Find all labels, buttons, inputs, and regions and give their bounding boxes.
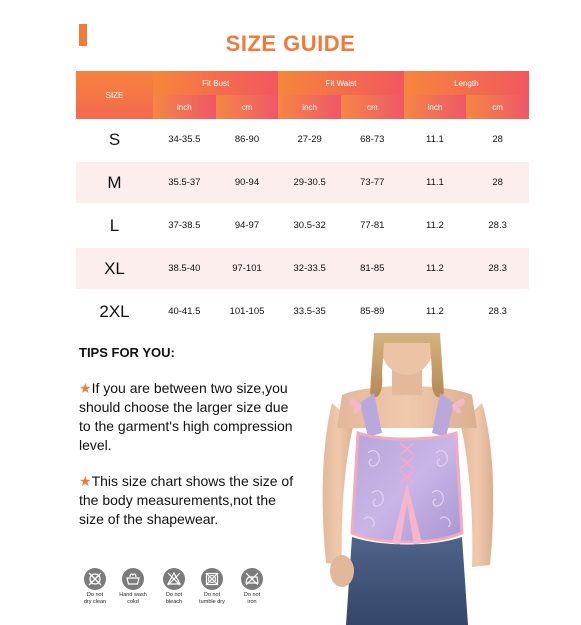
table-cell: 94-97 [234,220,260,231]
table-cell: 85-89 [360,306,385,317]
tip-2 [79,472,294,529]
table-cell: 101-105 [229,306,265,317]
table-cell: 68-73 [360,134,385,145]
care-label: bleach [165,598,183,605]
table-cell: 97-101 [216,247,279,290]
model-photo [312,333,502,625]
care-no-bleach [157,568,191,605]
no-bleach-icon [163,568,185,590]
table-cell: 34-35.5 [168,134,201,145]
table-cell: 73-77 [341,161,404,204]
fit-waist-header: Fit Waist [278,71,403,95]
no-dry-clean-icon [84,568,106,590]
table-cell: 28.3 [488,306,507,317]
table-cell: 11.2 [404,247,467,290]
table-cell: 81-85 [341,247,404,290]
no-tumble-dry-icon [201,568,223,590]
care-no-dry-clean [78,568,112,605]
table-cell: 29-30.5 [278,161,341,204]
tip-2-text: This size chart shows the size of the body measurements,not the size of the shapewear. [79,473,294,527]
table-cell: 11.1 [426,134,444,145]
table-cell: 38.5-40 [153,247,216,290]
size-cell: 2XL [99,301,130,321]
table-cell: 86-90 [234,134,260,145]
table-cell: 33.5-35 [293,306,326,317]
size-cell: S [108,129,121,149]
care-label: cokd [127,598,139,605]
unit-header: inch [404,95,467,119]
size-table [76,71,529,332]
hand-wash-icon [122,568,144,590]
table-row [76,290,529,332]
table-cell: 28 [492,134,503,145]
unit-header: cm [216,95,279,119]
table-cell: 77-81 [360,220,385,231]
care-label: Do not [86,592,104,598]
care-label: Do not [165,592,183,598]
care-hand-wash [116,568,150,605]
care-no-iron [235,568,269,605]
table-row [76,161,529,204]
unit-header: inch [278,95,341,119]
table-cell: 11.2 [426,220,444,231]
table-cell: 32-33.5 [278,247,341,290]
table-cell: 28.3 [466,247,529,290]
care-label: Do not [203,592,221,598]
table-cell: 11.2 [426,306,444,317]
star-icon: ★ [79,380,92,396]
table-cell: 90-94 [216,161,279,204]
star-icon: ★ [79,473,92,489]
care-label: tumble dry [199,598,225,605]
size-cell: XL [76,247,153,290]
fit-bust-header: Fit Bust [153,71,278,95]
table-cell: 28 [466,161,529,204]
unit-header: inch [153,95,216,119]
care-label: iron [247,598,257,605]
care-label: Hand wash [119,592,147,598]
no-iron-icon [241,568,263,590]
size-column-header: SIZE [76,71,153,119]
length-header: Length [404,71,529,95]
page-title: SIZE GUIDE [225,31,356,56]
table-cell: 30.5-32 [293,220,326,231]
unit-header: cm [341,95,404,119]
tips-heading: TIPS FOR YOU: [79,345,175,360]
table-cell: 37-38.5 [168,220,201,231]
table-row [76,204,529,247]
unit-header: cm [466,95,529,119]
table-cell: 11.1 [404,161,467,204]
size-cell: L [109,215,120,235]
size-cell: M [76,161,153,204]
table-cell: 27-29 [297,134,322,145]
care-label: Do not [243,592,261,598]
table-cell: 40-41.5 [168,306,201,317]
table-row [76,247,529,290]
table-cell: 28.3 [488,220,507,231]
tip-1 [79,379,294,455]
care-no-tumble-dry [195,568,229,605]
care-label: dry clean [83,598,107,605]
table-cell: 35.5-37 [153,161,216,204]
tip-1-text: If you are between two size,you should choose the larger size due to the garment's high compression level. [79,380,293,453]
table-row [76,119,529,161]
